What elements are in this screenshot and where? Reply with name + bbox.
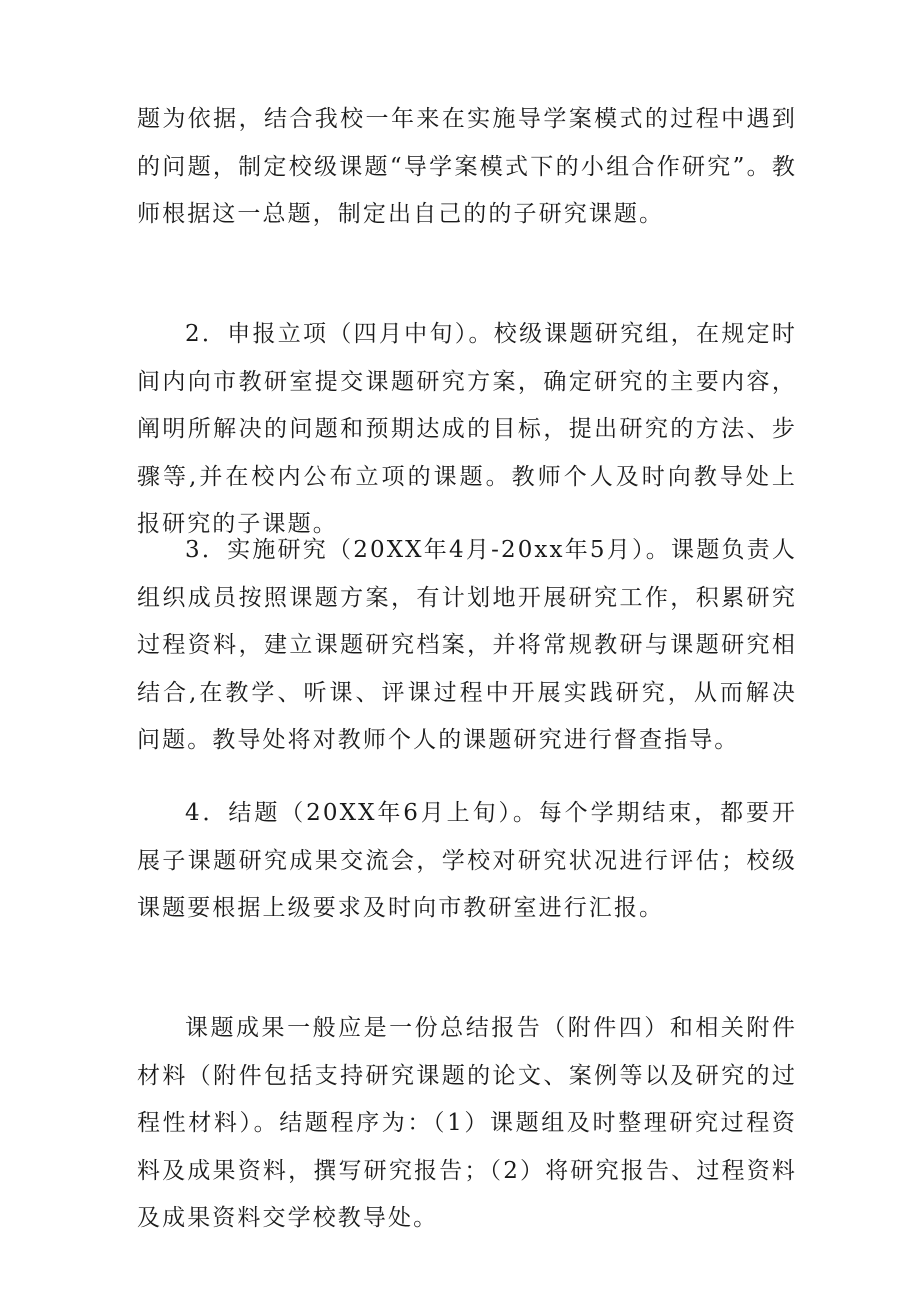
- paragraph-step-3-implementation: 3．实施研究（20XX年4月-20xx年5月）。课题负责人组织成员按照课题方案，有计划地开展研究工作，积累研究过程资料，建立课题研究档案，并将常规教研与课题研究相结合,在教学、听课、评课过程中开展实践研究，从而解决问题。教导处将对教师个人的课题研究进行督查指导。: [137, 537, 797, 753]
- paragraph-continued: 题为依据，结合我校一年来在实施导学案模式的过程中遇到的问题，制定校级课题“导学案模式下的小组合作研究”。教师根据这一总题，制定出自己的的子研究课题。: [137, 106, 797, 227]
- paragraph-step-2-application: 2．申报立项（四月中旬）。校级课题研究组，在规定时间内向市教研室提交课题研究方案，确定研究的主要内容，阐明所解决的问题和预期达成的目标，提出研究的方法、步骤等,并在校内公布立项的课题。教师个人及时向教导处上报研究的子课题。: [137, 321, 797, 537]
- paragraph-step-4-conclusion: 4．结题（20XX年6月上旬）。每个学期结束，都要开展子课题研究成果交流会，学校对研究状况进行评估；校级课题要根据上级要求及时向市教研室进行汇报。: [137, 800, 797, 921]
- paragraph-results: 课题成果一般应是一份总结报告（附件四）和相关附件材料（附件包括支持研究课题的论文、案例等以及研究的过程性材料）。结题程序为：（1）课题组及时整理研究过程资料及成果资料，撰写研究报告；（2）将研究报告、过程资料及成果资料交学校教导处。: [137, 1015, 797, 1231]
